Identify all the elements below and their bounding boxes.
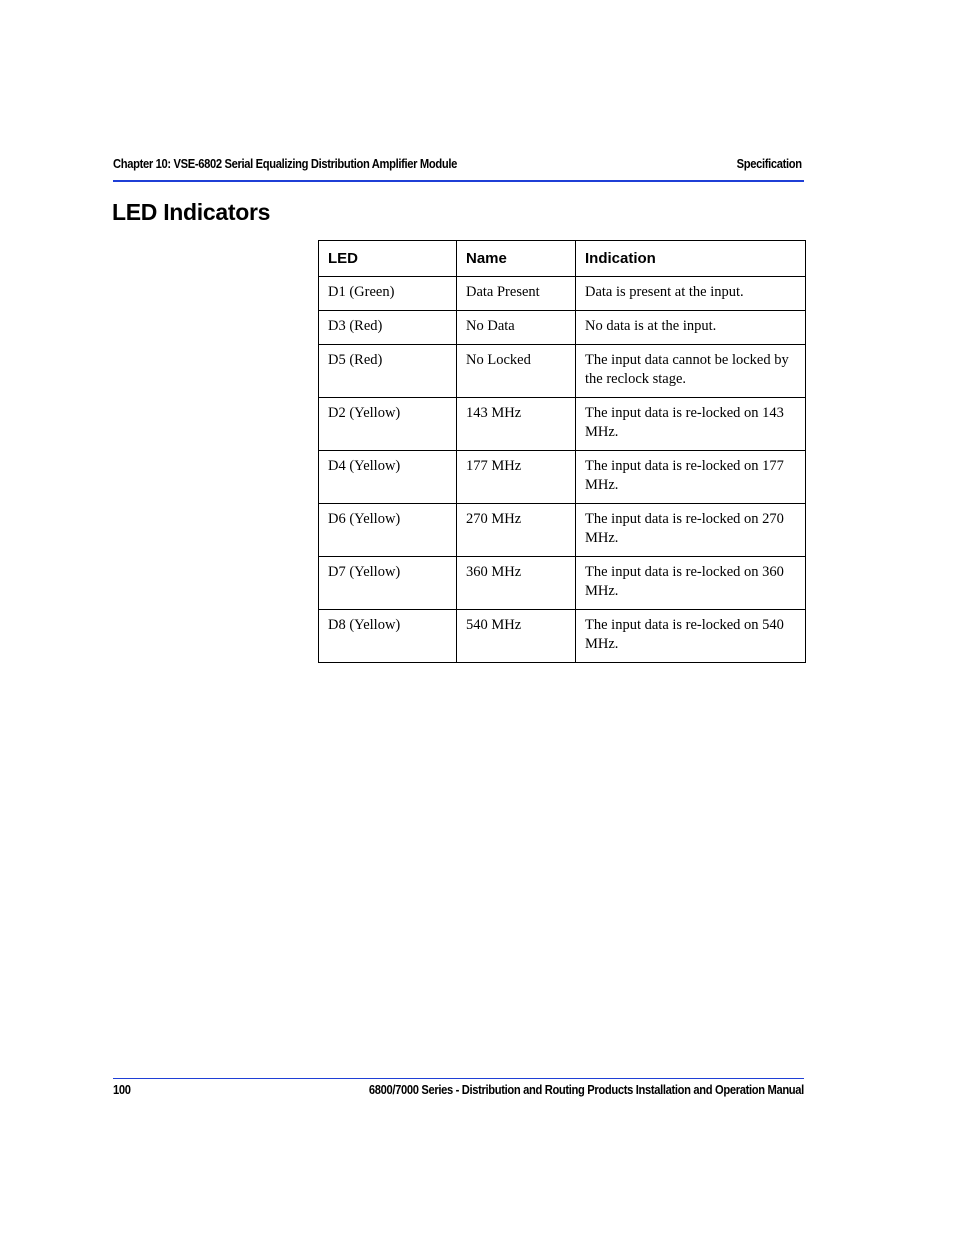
cell-name: 270 MHz: [457, 504, 576, 557]
cell-name: No Locked: [457, 345, 576, 398]
table-row: [319, 345, 806, 398]
cell-indication: The input data cannot be locked by the reclock stage.: [576, 345, 806, 398]
cell-indication: The input data is re-locked on 270 MHz.: [576, 504, 806, 557]
column-header-led: LED: [319, 241, 457, 277]
cell-indication: The input data is re-locked on 360 MHz.: [576, 557, 806, 610]
cell-led: D5 (Red): [319, 345, 457, 398]
cell-led: D6 (Yellow): [319, 504, 457, 557]
running-header: [113, 154, 804, 182]
cell-name: No Data: [457, 311, 576, 345]
running-footer: [113, 1078, 804, 1103]
cell-indication: The input data is re-locked on 177 MHz.: [576, 451, 806, 504]
cell-indication: The input data is re-locked on 143 MHz.: [576, 398, 806, 451]
cell-name: 540 MHz: [457, 610, 576, 663]
table-row: [319, 557, 806, 610]
cell-name: 360 MHz: [457, 557, 576, 610]
led-indicators-table: [318, 240, 806, 663]
table-header-row: [319, 241, 806, 277]
cell-name: 143 MHz: [457, 398, 576, 451]
table-row: [319, 311, 806, 345]
section-label: Specification: [736, 156, 802, 171]
cell-led: D8 (Yellow): [319, 610, 457, 663]
cell-indication: The input data is re-locked on 540 MHz.: [576, 610, 806, 663]
cell-indication: No data is at the input.: [576, 311, 806, 345]
cell-name: 177 MHz: [457, 451, 576, 504]
cell-led: D2 (Yellow): [319, 398, 457, 451]
table-row: [319, 504, 806, 557]
cell-led: D3 (Red): [319, 311, 457, 345]
table-row: [319, 451, 806, 504]
table-row: [319, 610, 806, 663]
manual-title: 6800/7000 Series - Distribution and Routing Products Installation and Operation Manual: [368, 1082, 804, 1097]
table-row: [319, 398, 806, 451]
cell-led: D4 (Yellow): [319, 451, 457, 504]
page-title: LED Indicators: [112, 199, 271, 225]
cell-led: D7 (Yellow): [319, 557, 457, 610]
chapter-title: Chapter 10: VSE-6802 Serial Equalizing Distribution Amplifier Module: [113, 156, 457, 171]
cell-indication: Data is present at the input.: [576, 277, 806, 311]
table-row: [319, 277, 806, 311]
cell-led: D1 (Green): [319, 277, 457, 311]
column-header-indication: Indication: [576, 241, 806, 277]
page-number: 100: [113, 1082, 131, 1097]
column-header-name: Name: [457, 241, 576, 277]
cell-name: Data Present: [457, 277, 576, 311]
